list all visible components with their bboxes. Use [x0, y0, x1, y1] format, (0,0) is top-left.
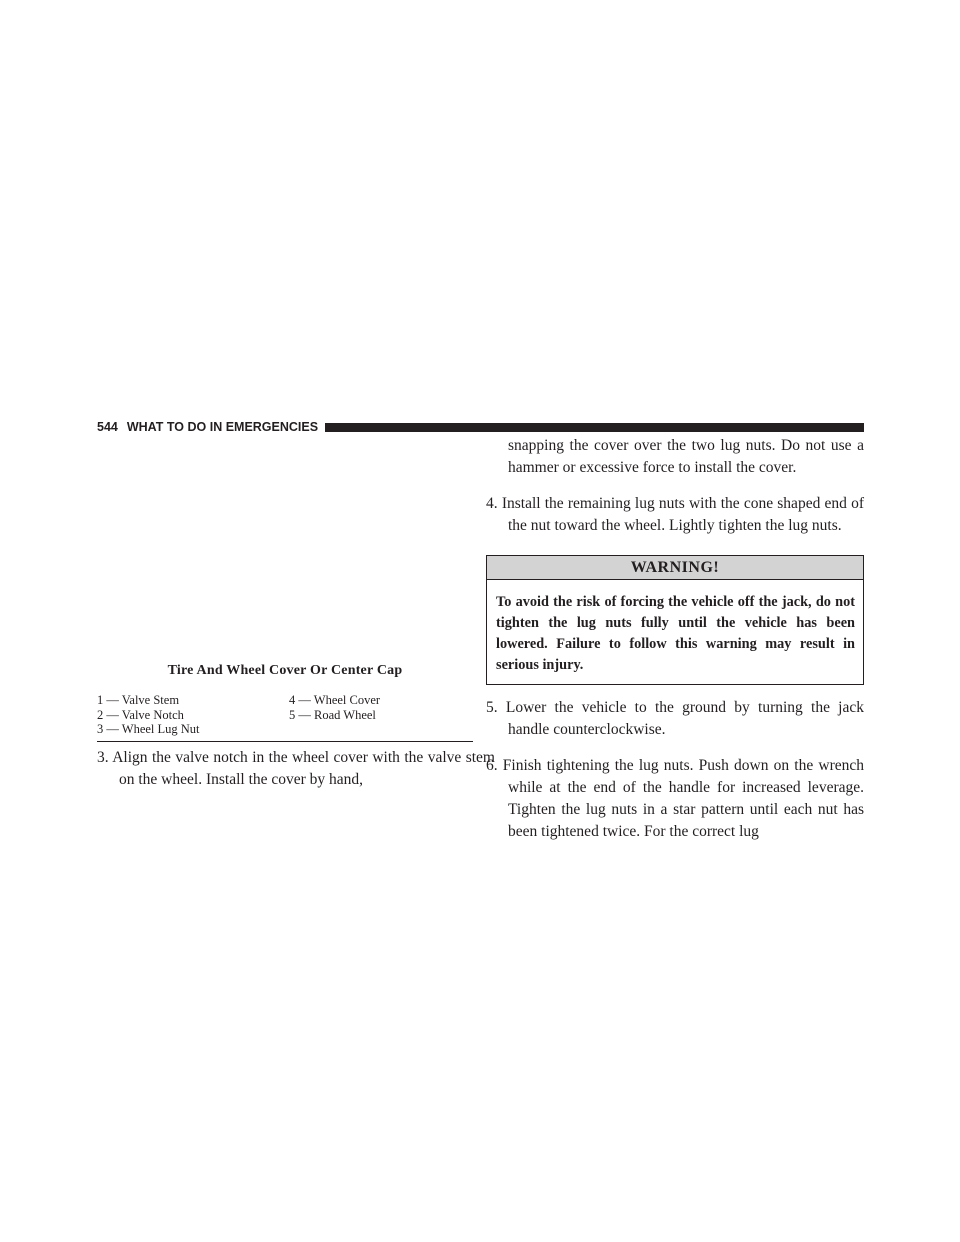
figure-legend	[97, 693, 473, 737]
figure-image-area	[97, 435, 473, 655]
warning-title: WARNING!	[487, 556, 863, 580]
legend-divider	[97, 741, 473, 742]
legend-item: 2 — Valve Notch	[97, 707, 184, 722]
legend-item: 4 — Wheel Cover	[289, 693, 381, 707]
step-4: 4. Install the remaining lug nuts with the cone shaped end of the nut toward the wheel. Lightly tighten the lug nuts.	[486, 495, 864, 534]
figure-caption: Tire And Wheel Cover Or Center Cap	[167, 663, 403, 678]
header-rule	[325, 423, 864, 432]
right-column	[486, 435, 864, 843]
step-3: 3. Align the valve notch in the wheel cover with the valve stem on the wheel. Install the cover by hand,	[97, 749, 495, 788]
section-title: WHAT TO DO IN EMERGENCIES	[126, 420, 319, 434]
legend-item: 3 — Wheel Lug Nut	[97, 722, 200, 736]
warning-box	[486, 555, 864, 685]
step-3-continued: snapping the cover over the two lug nuts. Do not use a hammer or excessive force to install the cover.	[508, 437, 864, 476]
page-header	[97, 419, 864, 435]
step-6: 6. Finish tightening the lug nuts. Push down on the wrench while at the end of the handle for increased leverage. Tighten the lug nuts in a star pattern until each nut has been tightened twice. For the correct lug	[486, 757, 864, 840]
page-number: 544	[97, 420, 118, 434]
warning-text: To avoid the risk of forcing the vehicle off the jack, do not tighten the lug nuts fully until the vehicle has been lowered. Failure to follow this warning may result in serious injury.	[496, 594, 855, 673]
legend-item: 5 — Road Wheel	[289, 707, 376, 722]
step-5: 5. Lower the vehicle to the ground by turning the jack handle counterclockwise.	[486, 699, 864, 738]
legend-item: 1 — Valve Stem	[97, 693, 180, 707]
